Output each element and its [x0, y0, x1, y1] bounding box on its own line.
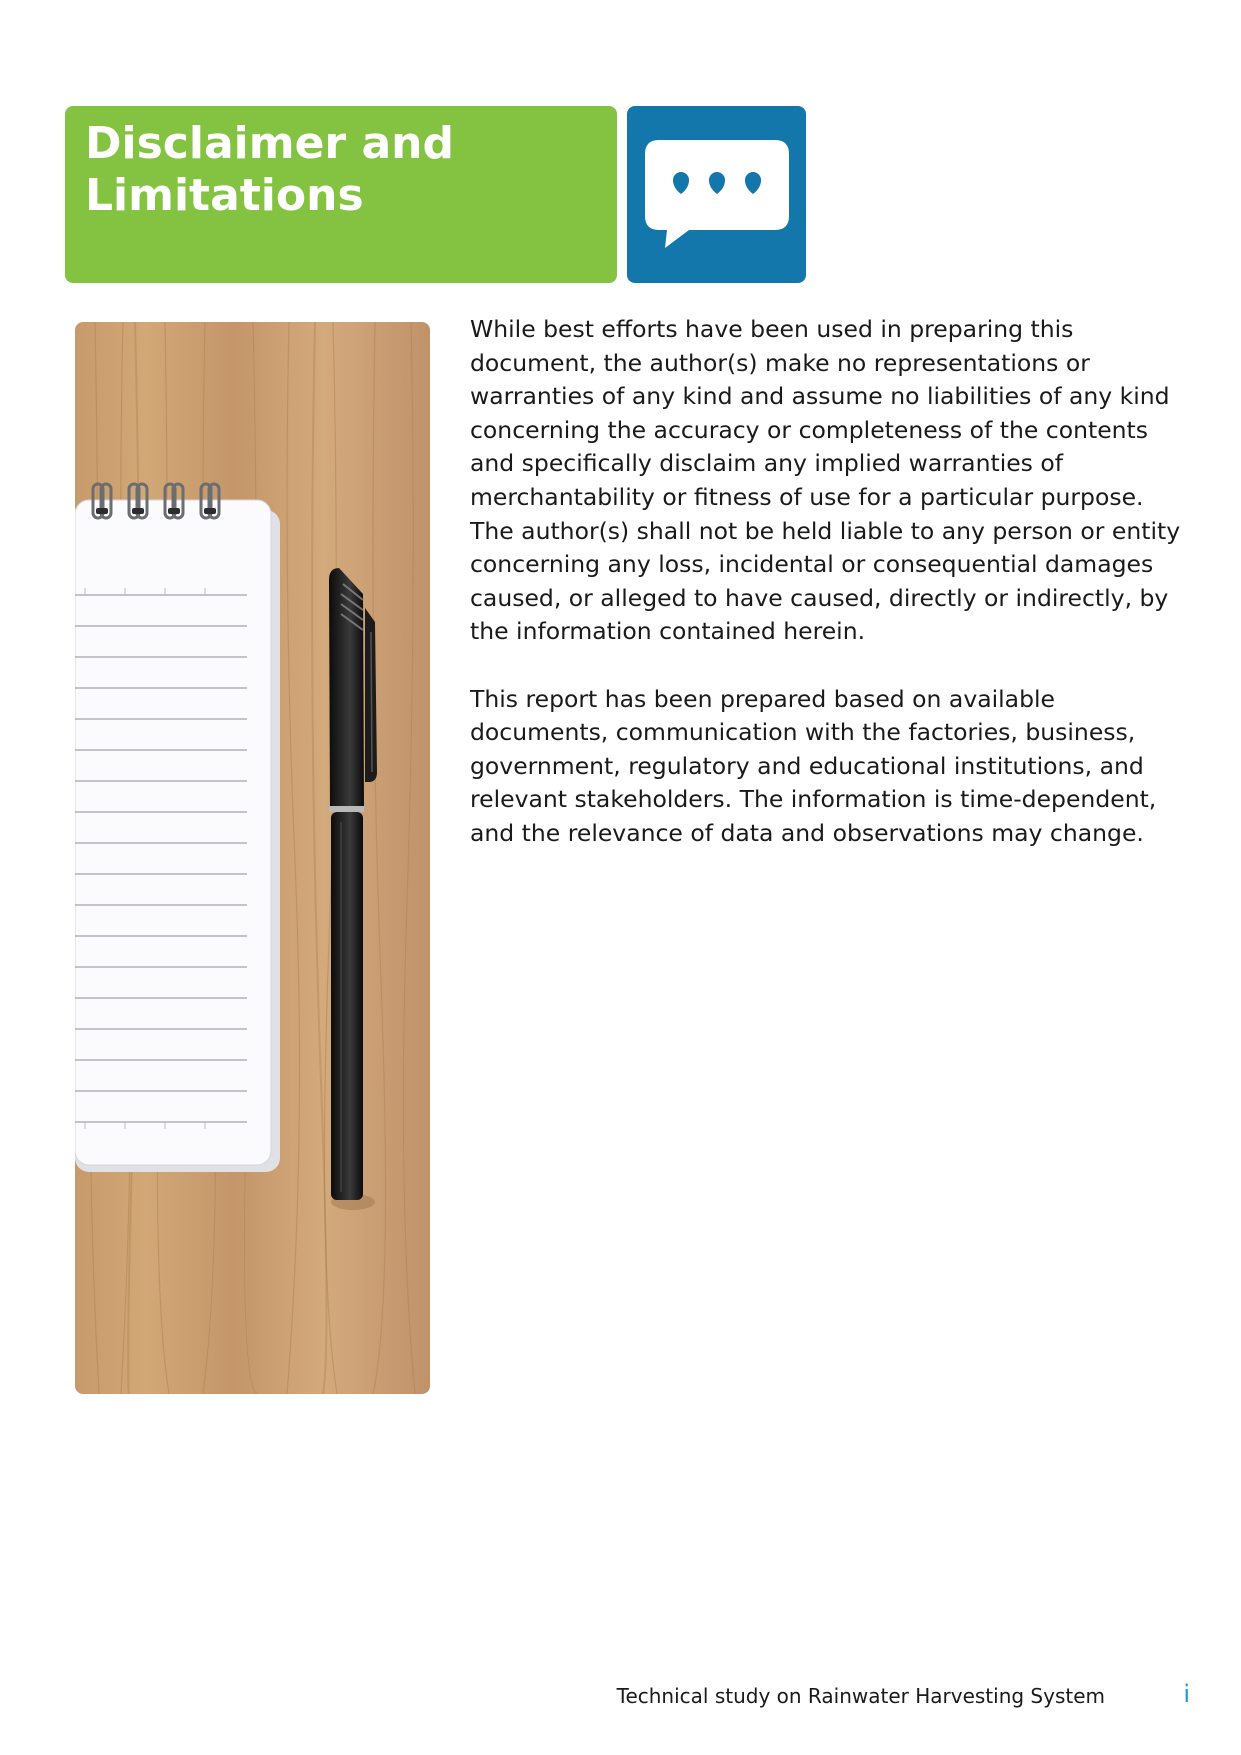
section-title-banner	[65, 106, 617, 283]
notepad	[75, 484, 280, 1172]
disclaimer-paragraph: This report has been prepared based on available documents, communication with the factories, business, government, regulatory and educational institutions, and relevant stakeholders. The information is time-dependent, and the relevance of data and observations may change.	[470, 684, 1157, 847]
speech-bubble-icon	[627, 106, 806, 283]
footer-document-title: Technical study on Rainwater Harvesting System	[616, 1684, 1105, 1708]
page-title: Disclaimer and Limitations	[85, 118, 454, 221]
notepad-photo	[75, 322, 430, 1394]
disclaimer-body	[470, 313, 1185, 884]
disclaimer-paragraph: While best efforts have been used in preparing this document, the author(s) make no representations or warranties of any kind and assume no liabilities of any kind concerning the accuracy or completeness of the contents and specifically disclaim any implied warranties of merchantability or fitness of use for a particular purpose. The author(s) shall not be held liable to any person or entity concerning any loss, incidental or consequential damages caused, or alleged to have caused, directly or indirectly, by the information contained herein.	[470, 315, 1181, 646]
section-icon-tile	[627, 106, 806, 283]
page-number: i	[1183, 1680, 1190, 1708]
